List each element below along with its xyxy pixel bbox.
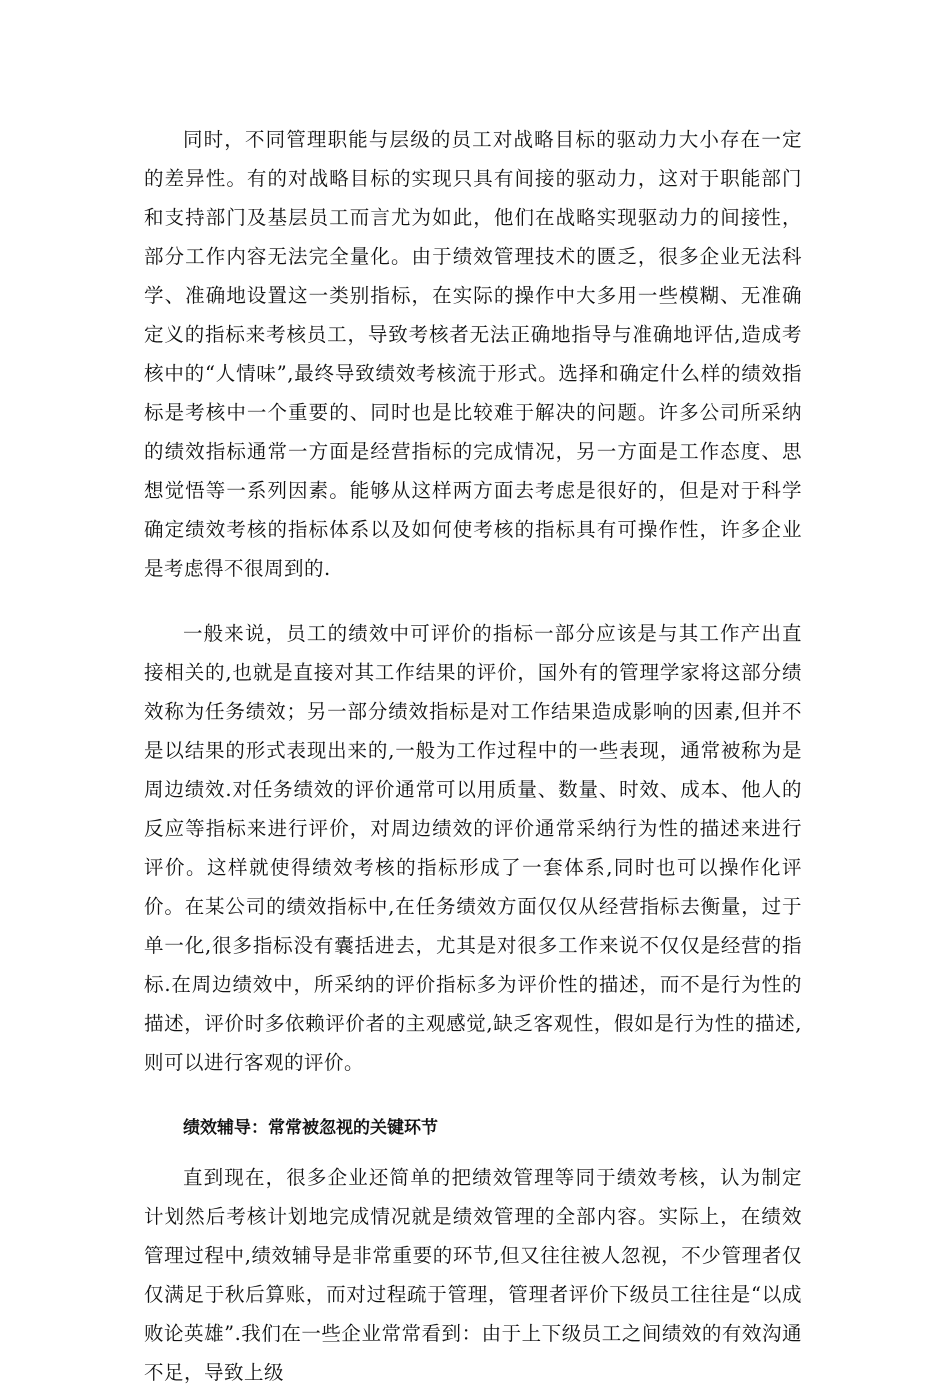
section-heading: 绩效辅导：常常被忽视的关键环节 [183, 1118, 438, 1138]
paragraph-performance-indicators: 一般来说，员工的绩效中可评价的指标一部分应该是与其工作产出直接相关的,也就是直接对其工作结果的评价，国外有的管理学家将这部分绩效称为任务绩效；另一部分绩效指标是对工作结果造成影响的因素,但并不是以结果的形式表现出来的,一般为工作过程中的一些表现，通常被称为是周边绩效.对任务绩效的评价通常可以用质量、数量、时效、成本、他人的反应等指标来进行评价，对周边绩效的评价通常采纳行为性的描述来进行评价。这样就使得绩效考核的指标形成了一套体系,同时也可以操作化评价。在某公司的绩效指标中,在任务绩效方面仅仅从经营指标去衡量，过于单一化,很多指标没有囊括进去，尤其是对很多工作来说不仅仅是经营的指标.在周边绩效中，所采纳的评价指标多为评价性的描述，而不是行为性的描述，评价时多依赖评价者的主观感觉,缺乏客观性，假如是行为性的描述,则可以进行客观的评价。 [144, 622, 802, 1074]
paragraph-gap [144, 1082, 802, 1108]
paragraph-gap [144, 1148, 802, 1158]
document-body [144, 120, 802, 1392]
paragraph-strategy-drive: 同时，不同管理职能与层级的员工对战略目标的驱动力大小存在一定的差异性。有的对战略目标的实现只具有间接的驱动力，这对于职能部门和支持部门及基层员工而言尤为如此，他们在战略实现驱动力的间接性，部分工作内容无法完全量化。由于绩效管理技术的匮乏，很多企业无法科学、准确地设置这一类别指标，在实际的操作中大多用一些模糊、无准确定义的指标来考核员工，导致考核者无法正确地指导与准确地评估,造成考核中的“人情味”,最终导致绩效考核流于形式。选择和确定什么样的绩效指标是考核中一个重要的、同时也是比较难于解决的问题。许多公司所采纳的绩效指标通常一方面是经营指标的完成情况，另一方面是工作态度、思想觉悟等一系列因素。能够从这样两方面去考虑是很好的，但是对于科学确定绩效考核的指标体系以及如何使考核的指标具有可操作性，许多企业是考虑得不很周到的. [144, 128, 802, 580]
paragraph-performance-coaching: 直到现在，很多企业还简单的把绩效管理等同于绩效考核，认为制定计划然后考核计划地完成情况就是绩效管理的全部内容。实际上，在绩效管理过程中,绩效辅导是非常重要的环节,但又往往被人忽视，不少管理者仅仅满足于秋后算账，而对过程疏于管理，管理者评价下级员工往往是“以成败论英雄”.我们在一些企业常常看到：由于上下级员工之间绩效的有效沟通不足，导致上级 [144, 1166, 802, 1384]
paragraph-gap [144, 588, 802, 614]
